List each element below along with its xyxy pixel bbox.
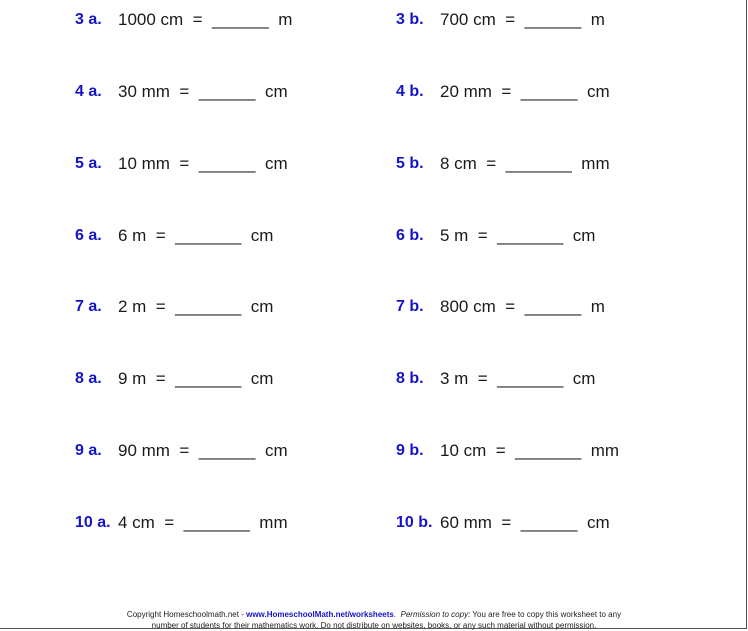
problem-number: 10 b. — [396, 514, 433, 531]
problem-expression: 30 mm = ______ cm — [118, 82, 288, 101]
problem-expression: 4 cm = _______ mm — [118, 513, 288, 532]
problem-number: 8 b. — [396, 370, 424, 387]
problem-number: 3 b. — [396, 11, 424, 28]
problem-number: 7 a. — [75, 298, 102, 315]
problem-number: 5 b. — [396, 155, 424, 172]
problem-number: 9 b. — [396, 442, 424, 459]
problem-expression: 10 cm = _______ mm — [440, 441, 620, 460]
problem-expression: 6 m = _______ cm — [118, 226, 274, 245]
footer-line-1: Copyright Homeschoolmath.net - www.HomeschoolMath.net/worksheets. Permission to copy: You are free to copy this worksheet to any — [126, 610, 622, 619]
footer-line-2: number of students for their mathematics work. Do not distribute on websites, books, or any such material without permission. — [151, 621, 597, 630]
permission-label: Permission to copy: — [400, 610, 471, 619]
problem-expression: 20 mm = ______ cm — [440, 82, 610, 101]
problem-number: 9 a. — [75, 442, 102, 459]
site-link[interactable]: www.HomeschoolMath.net/worksheets — [246, 610, 394, 619]
problem-number: 4 b. — [396, 83, 424, 100]
problem-expression: 2 m = _______ cm — [118, 297, 274, 316]
problem-number: 4 a. — [75, 83, 102, 100]
problem-number: 8 a. — [75, 370, 102, 387]
copyright-footer — [0, 609, 748, 631]
permission-text: You are free to copy this worksheet to any — [470, 610, 622, 619]
problem-number: 3 a. — [75, 11, 102, 28]
problem-expression: 10 mm = ______ cm — [118, 154, 288, 173]
problem-number: 6 a. — [75, 227, 102, 244]
problem-expression: 3 m = _______ cm — [440, 369, 596, 388]
problem-expression: 8 cm = _______ mm — [440, 154, 610, 173]
problem-number: 6 b. — [396, 227, 424, 244]
problem-expression: 9 m = _______ cm — [118, 369, 274, 388]
problem-number: 7 b. — [396, 298, 424, 315]
problem-expression: 700 cm = ______ m — [440, 10, 605, 29]
problem-expression: 5 m = _______ cm — [440, 226, 596, 245]
problem-expression: 1000 cm = ______ m — [118, 10, 293, 29]
problem-expression: 90 mm = ______ cm — [118, 441, 288, 460]
copyright-text: Copyright Homeschoolmath.net - — [126, 610, 247, 619]
problem-number: 5 a. — [75, 155, 102, 172]
problem-expression: 800 cm = ______ m — [440, 297, 605, 316]
problem-expression: 60 mm = ______ cm — [440, 513, 610, 532]
problem-number: 10 a. — [75, 514, 111, 531]
